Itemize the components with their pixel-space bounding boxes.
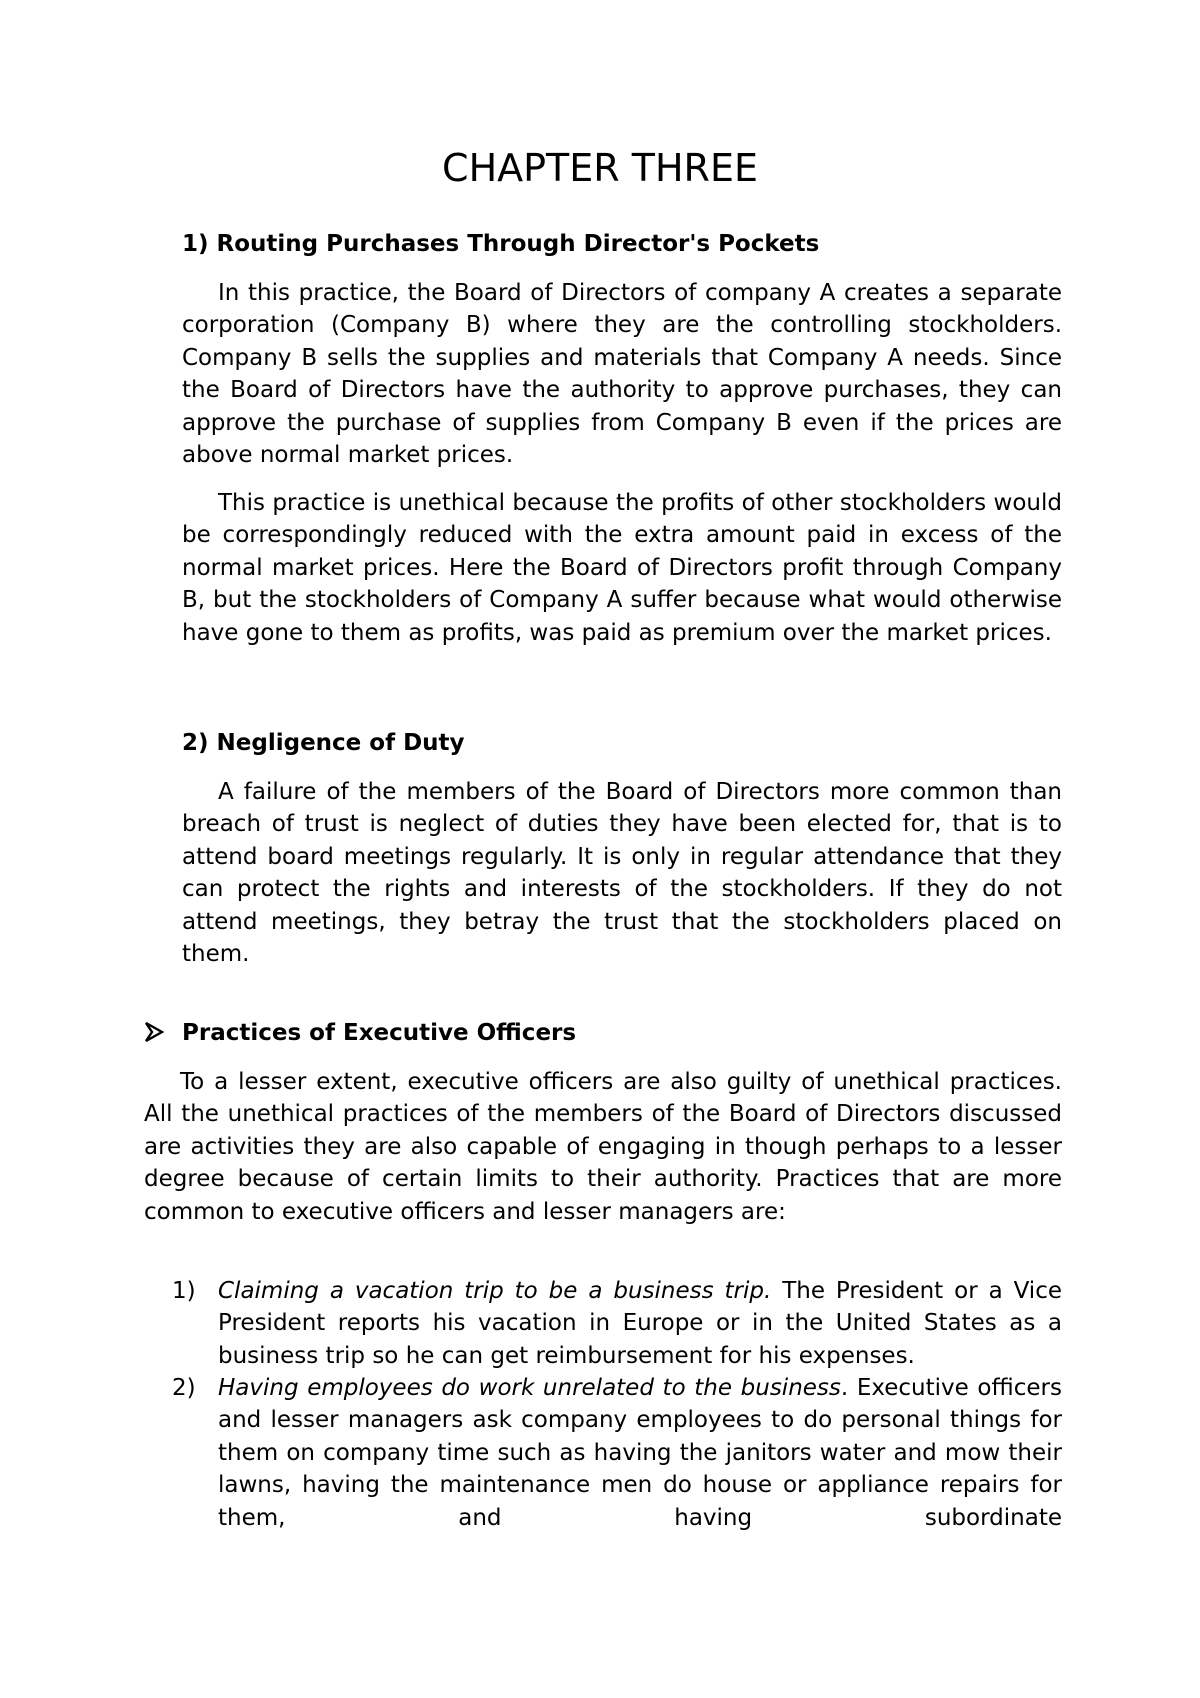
paragraph-routing-purchases-1 <box>182 277 1062 471</box>
paragraph-routing-purchases-2 <box>182 487 1062 649</box>
section-heading-executive-officers: Practices of Executive Officers <box>182 1020 577 1046</box>
list-item-vacation-trip <box>172 1275 1062 1372</box>
paragraph-text: To a lesser extent, executive officers are also guilty of unethical practices. All the unethical practices of the members of the Board of Directors discussed are activities they are also capable of engaging in though perhaps to a lesser degree because of certain limits to their authority. Practices that are more common to executive officers and lesser managers are: <box>144 1069 1062 1225</box>
list-number: 1) <box>172 1278 196 1304</box>
list-item-text: . Executive officers and lesser managers ask company employees to do personal things for them on company time such as having the janitors water and mow their lawns, having the maintenance men do house or appliance repairs for them, and having subordinate <box>218 1375 1062 1531</box>
paragraph-text: A failure of the members of the Board of Directors more common than breach of trust is neglect of duties they have been elected for, that is to attend board meetings regularly. It is only in regular attendance that they can protect the rights and interests of the stockholders. If they do not attend meetings, they betray the trust that the stockholders placed on them. <box>182 779 1062 968</box>
arrowhead-bullet-icon <box>144 1020 164 1044</box>
list-item-body <box>218 1372 1062 1534</box>
paragraph-negligence-of-duty <box>182 776 1062 970</box>
section-heading-negligence-of-duty: 2) Negligence of Duty <box>182 730 465 756</box>
list-item-title: Having employees do work unrelated to the business <box>218 1375 841 1401</box>
list-item-text: The President or a Vice President reports his vacation in Europe or in the United States as a business trip so he can get reimbursement for his expenses. <box>218 1278 1062 1369</box>
list-number: 2) <box>172 1375 196 1401</box>
section-heading-routing-purchases: 1) Routing Purchases Through Director's Pockets <box>182 231 820 257</box>
list-item-unrelated-work <box>172 1372 1062 1534</box>
paragraph-text: In this practice, the Board of Directors of company A creates a separate corporation (Company B) where they are the controlling stockholders. Company B sells the supplies and materials that Company A needs. Since the Board of Directors have the authority to approve purchases, they can approve the purchase of supplies from Company B even if the prices are above normal market prices. <box>182 280 1062 469</box>
list-item-title: Claiming a vacation trip to be a business trip. <box>218 1278 772 1304</box>
paragraph-text: This practice is unethical because the profits of other stockholders would be correspondingly reduced with the extra amount paid in excess of the normal market prices. Here the Board of Directors profit through Company B, but the stockholders of Company A suffer because what would otherwise have gone to them as profits, was paid as premium over the market prices. <box>182 490 1062 646</box>
paragraph-executive-officers <box>144 1066 1062 1228</box>
list-item-body <box>218 1275 1062 1372</box>
chapter-title: CHAPTER THREE <box>442 146 758 190</box>
